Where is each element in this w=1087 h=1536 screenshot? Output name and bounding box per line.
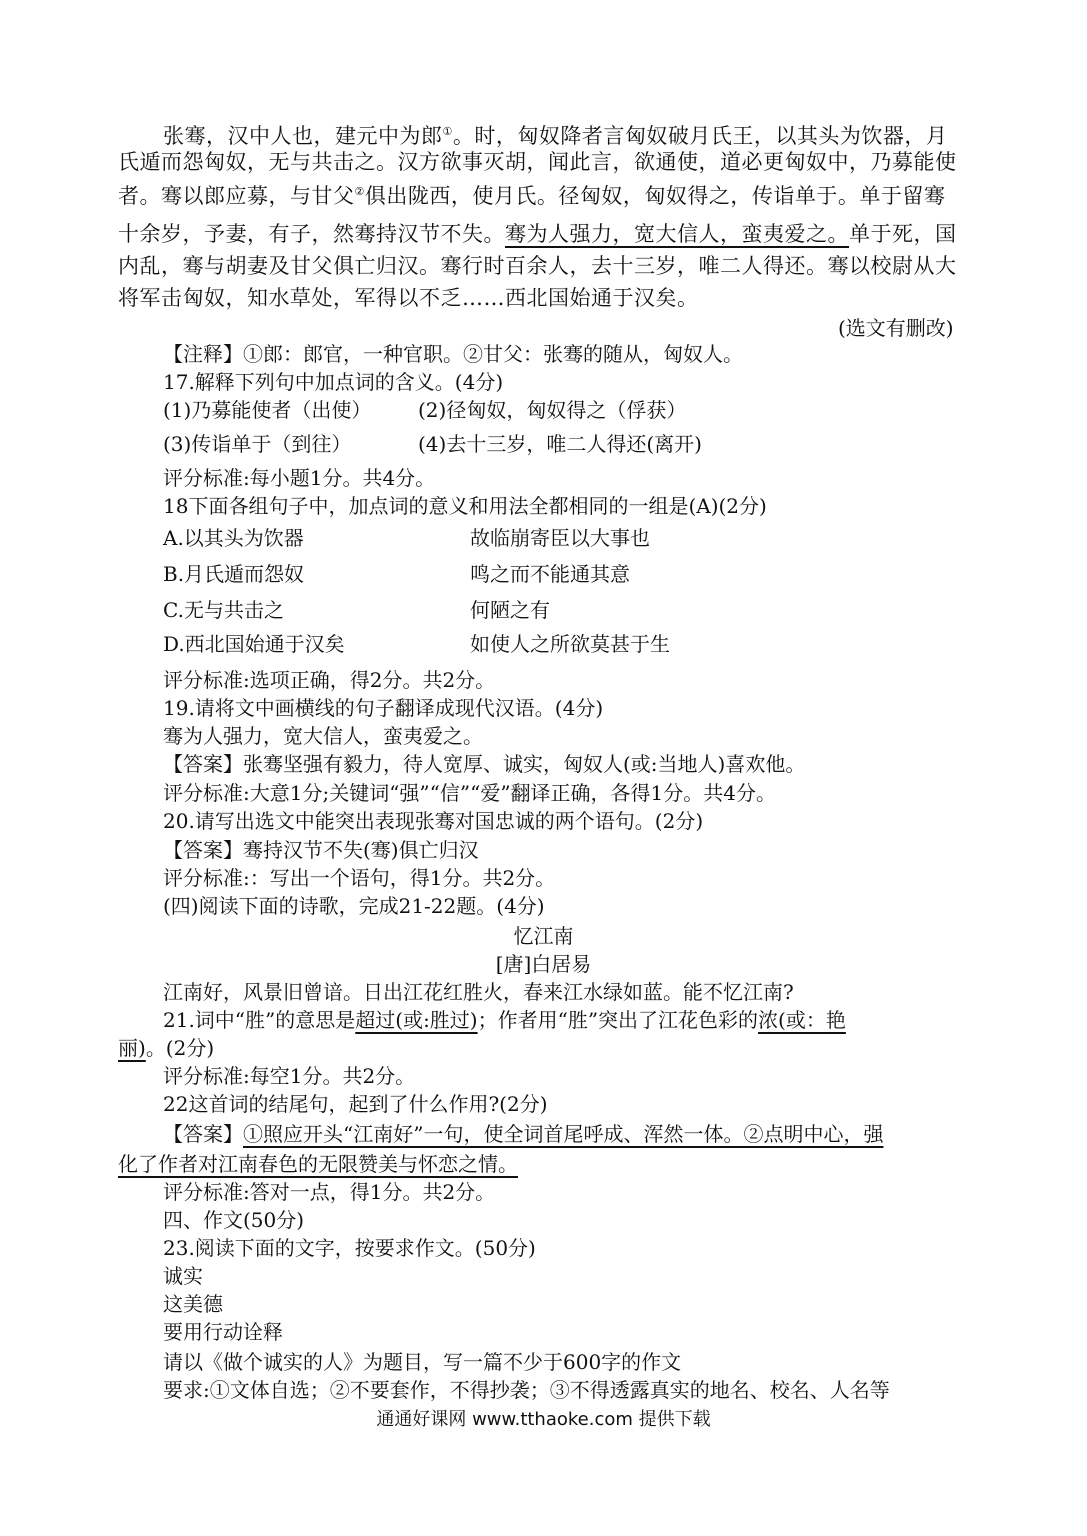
q18-option-d-right: 如使人之所欲莫甚于生: [470, 632, 670, 656]
q17-item-1: (1)乃募能使者（出使）: [163, 398, 372, 422]
q21-answer-2: 浓(或：艳: [758, 1008, 846, 1032]
q20-answer: 【答案】骞持汉节不失(骞)俱亡归汉: [163, 838, 479, 862]
passage-line-1: 张骞，汉中人也，建元中为郎①。时，匈奴降者言匈奴破月氏王，以其头为饮器，月: [163, 124, 948, 148]
q19-answer: 【答案】张骞坚强有毅力，待人宽厚、诚实，匈奴人(或:当地人)喜欢他。: [163, 752, 806, 776]
q20-score: 评分标准:：写出一个语句，得1分。共2分。: [163, 866, 556, 890]
essay-requirements: 要求:①文体自选；②不要套作，不得抄袭；③不得透露真实的地名、校名、人名等: [163, 1378, 890, 1402]
passage-line-6: 将军击匈奴，知水草处，军得以不乏……西北国始通于汉矣。: [118, 286, 699, 310]
passage-line-5: 内乱，骞与胡妻及甘父俱亡归汉。骞行时百余人，去十三岁，唯二人得还。骞以校尉从大: [118, 254, 957, 278]
poem-title: 忆江南: [513, 924, 574, 948]
question-18: 18下面各组句子中，加点词的意义和用法全都相同的一组是(A)(2分): [163, 494, 767, 518]
q21-score: 评分标准:每空1分。共2分。: [163, 1064, 416, 1088]
source-note: (选文有删改): [838, 316, 954, 340]
q22-answer-line-1: 【答案】①照应开头“江南好”一句，使全词首尾呼成、浑然一体。②点明中心，强: [163, 1122, 884, 1146]
question-21: 21.词中“胜”的意思是超过(或:胜过)；作者用“胜”突出了江花色彩的浓(或：艳: [163, 1008, 846, 1032]
question-23: 23.阅读下面的文字，按要求作文。(50分): [163, 1236, 536, 1260]
underlined-sentence: 骞为人强力，宽大信人，蛮夷爱之。: [505, 222, 849, 246]
q17-score: 评分标准:每小题1分。共4分。: [163, 466, 436, 490]
passage-line-2: 氏遁而怨匈奴，无与共击之。汉方欲事灭胡，闻此言，欲通使，道必更匈奴中，乃募能使: [118, 150, 957, 174]
essay-line-3: 要用行动诠释: [163, 1320, 283, 1344]
q18-option-b-right: 鸣之而不能通其意: [470, 562, 630, 586]
q17-item-2: (2)径匈奴，匈奴得之（俘获）: [418, 398, 687, 422]
q18-option-a-right: 故临崩寄臣以大事也: [470, 526, 650, 550]
annotation-note: 【注释】①郎：郎官，一种官职。②甘父：张骞的随从，匈奴人。: [163, 342, 743, 366]
q18-option-d-left: D.西北国始通于汉矣: [163, 632, 345, 656]
passage-line-3: 者。骞以郎应募，与甘父②俱出陇西，使月氏。径匈奴，匈奴得之，传诣单于。单于留骞: [118, 184, 946, 208]
footer-watermark: 通通好课网 www.tthaoke.com 提供下载: [376, 1409, 711, 1430]
q18-option-c-right: 何陋之有: [470, 598, 550, 622]
q18-score: 评分标准:选项正确，得2分。共2分。: [163, 668, 496, 692]
question-17: 17.解释下列句中加点词的含义。(4分): [163, 370, 504, 394]
passage-line-4: 十余岁，予妻，有子，然骞持汉节不失。骞为人强力，宽大信人，蛮夷爱之。单于死，国: [118, 222, 957, 246]
q17-item-3: (3)传诣单于（到往）: [163, 432, 352, 456]
question-22: 22这首词的结尾句，起到了什么作用?(2分): [163, 1092, 548, 1116]
q22-answer-line-2: 化了作者对江南春色的无限赞美与怀恋之情。: [118, 1152, 518, 1176]
q18-option-c-left: C.无与共击之: [163, 598, 284, 622]
q19-sentence: 骞为人强力，宽大信人，蛮夷爱之。: [163, 724, 483, 748]
question-20: 20.请写出选文中能突出表现张骞对国忠诚的两个语句。(2分): [163, 809, 704, 833]
section-4-heading: (四)阅读下面的诗歌，完成21-22题。(4分): [163, 894, 545, 918]
essay-line-1: 诚实: [163, 1264, 203, 1288]
q21-answer-1: 超过(或:胜过): [355, 1008, 478, 1032]
question-21-cont: 丽)。(2分): [118, 1036, 215, 1060]
essay-section-heading: 四、作文(50分): [163, 1208, 305, 1232]
essay-prompt: 请以《做个诚实的人》为题目，写一篇不少于600字的作文: [163, 1350, 682, 1374]
q22-score: 评分标准:答对一点，得1分。共2分。: [163, 1180, 496, 1204]
essay-line-2: 这美德: [163, 1292, 223, 1316]
q18-option-b-left: B.月氏遁而怨奴: [163, 562, 305, 586]
q18-option-a-left: A.以其头为饮器: [163, 526, 304, 550]
poem-author: [唐]白居易: [495, 952, 592, 976]
poem-text: 江南好，风景旧曾谙。日出江花红胜火，春来江水绿如蓝。能不忆江南?: [163, 980, 794, 1004]
q19-score: 评分标准:大意1分;关键词“强”“信”“爱”翻译正确，各得1分。共4分。: [163, 781, 776, 805]
question-19: 19.请将文中画横线的句子翻译成现代汉语。(4分): [163, 696, 604, 720]
q17-item-4: (4)去十三岁，唯二人得还(离开): [418, 432, 702, 456]
